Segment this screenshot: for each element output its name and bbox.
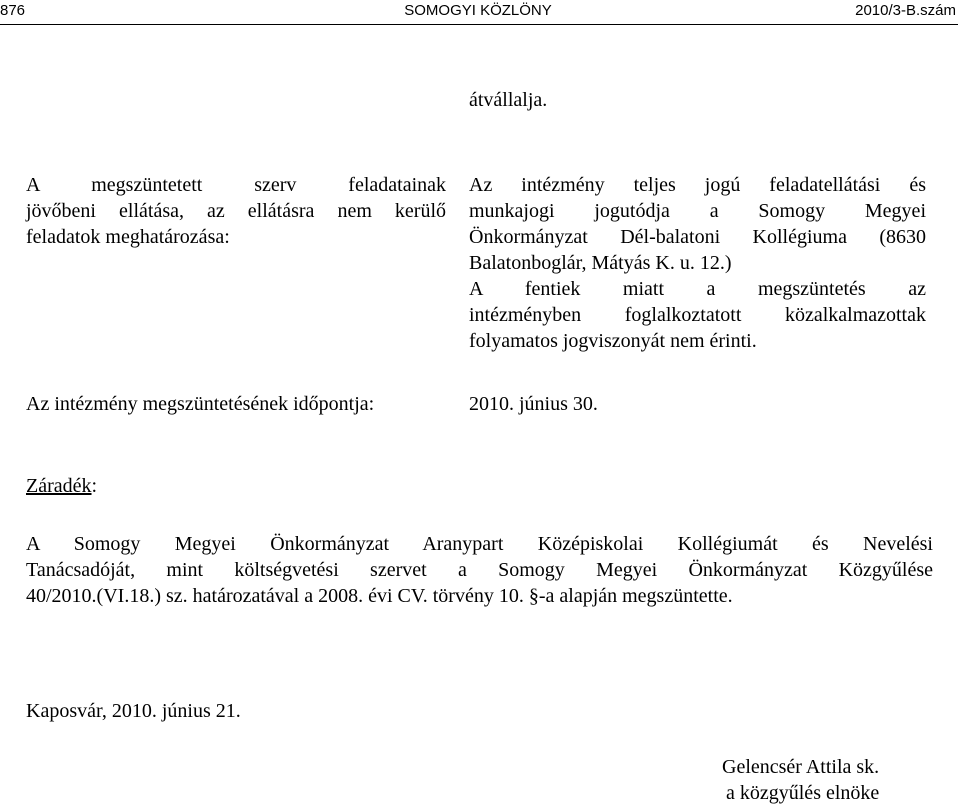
clause-line: Tanácsadóját, mint költségvetési szervet a Somogy Megyei Önkormányzat Közgyűlése xyxy=(26,559,933,581)
signature-title: a közgyűlés elnöke xyxy=(726,782,880,804)
running-header xyxy=(0,2,956,24)
row1-label xyxy=(26,172,446,250)
publication-title: SOMOGYI KÖZLÖNY xyxy=(404,2,552,19)
row1-value-line: intézményben foglalkoztatott közalkalmazottak xyxy=(469,304,926,326)
clause-body xyxy=(26,531,933,609)
issue-number: 2010/3-B.szám xyxy=(855,2,956,19)
row1-value-line: Balatonboglár, Mátyás K. u. 12.) xyxy=(469,252,732,274)
row1-label-line: A megszüntetett szerv feladatainak xyxy=(26,174,446,196)
place-date: Kaposvár, 2010. június 21. xyxy=(26,700,241,722)
clause-line: 40/2010.(VI.18.) sz. határozatával a 2008. évi CV. törvény 10. §-a alapján megszüntette. xyxy=(26,585,733,607)
row1-value-line: munkajogi jogutódja a Somogy Megyei xyxy=(469,200,926,222)
clause-heading-colon: : xyxy=(91,475,98,497)
clause-heading xyxy=(26,474,97,498)
header-rule xyxy=(0,24,958,25)
signature-name: Gelencsér Attila sk. xyxy=(722,756,880,778)
clause-heading-text: Záradék xyxy=(26,475,92,497)
row1-value-line: A fentiek miatt a megszüntetés az xyxy=(469,278,926,300)
row1-value-line: Az intézmény teljes jogú feladatellátási és xyxy=(469,174,926,196)
row1-value-line: folyamatos jogviszonyát nem érinti. xyxy=(469,330,757,352)
row1-label-line: jövőbeni ellátása, az ellátásra nem kerülő xyxy=(26,200,446,222)
row1-value xyxy=(469,172,926,354)
row2-value: 2010. június 30. xyxy=(469,393,598,415)
clause-line: A Somogy Megyei Önkormányzat Aranypart Középiskolai Kollégiumát és Nevelési xyxy=(26,533,933,555)
row1-value-line: Önkormányzat Dél-balatoni Kollégiuma (8630 xyxy=(469,226,926,248)
intro-fragment: átvállalja. xyxy=(469,89,548,111)
row1-label-line: feladatok meghatározása: xyxy=(26,226,230,248)
row2-label: Az intézmény megszüntetésének időpontja: xyxy=(26,393,375,415)
page-number: 876 xyxy=(0,2,26,19)
